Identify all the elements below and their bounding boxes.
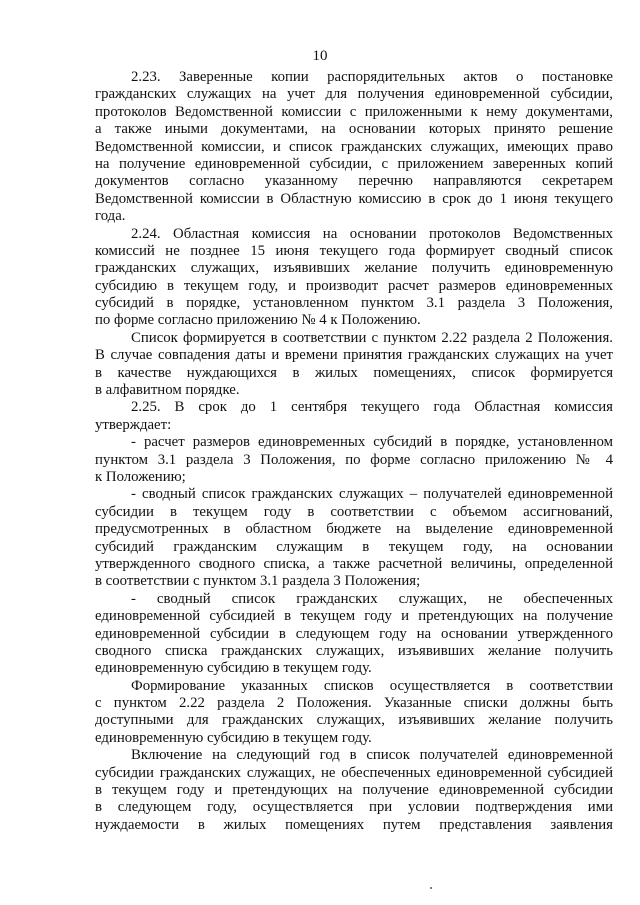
text-line: комиссий не позднее 15 июня текущего года формирует сводный список (95, 242, 613, 259)
text-line: документов согласно указанному перечню направляются секретарем (95, 173, 613, 190)
text-line: 2.23. Заверенные копии распорядительных актов о постановке (131, 69, 613, 85)
text-line: в текущем году и претендующих на получение единовременной субсидии (95, 782, 613, 799)
text-line: в качестве нуждающихся в жилых помещениях, список формируется (95, 364, 613, 381)
text-line: Ведомственной комиссии в Областную комиссию в срок до 1 июня текущего (95, 190, 613, 207)
text-line: утверждает: (95, 416, 172, 433)
text-line: В случае совпадения даты и времени принятия гражданских служащих на учет (95, 347, 613, 364)
text-line: в алфавитном порядке. (95, 382, 240, 399)
body-text (95, 69, 613, 834)
text-line: пунктом 3.1 раздела 3 Положения, по форме согласно приложению № 4 (95, 451, 613, 468)
text-line: доступными для гражданских служащих, изъявивших желание получить (95, 712, 613, 729)
scan-speck (430, 887, 432, 889)
text-line: а также иными документами, на основании которых принято решение (95, 121, 613, 138)
text-line: года. (95, 208, 126, 225)
text-line: единовременной субсидией в текущем году и претендующих на получение (95, 608, 613, 625)
text-line: с пунктом 2.22 раздела 2 Положения. Указанные списки должны быть (95, 695, 613, 712)
text-line: субсидий в порядке, установленном пунктом 3.1 раздела 3 Положения, (95, 295, 613, 312)
text-line: в следующем году, осуществляется при условии подтверждения ими (95, 799, 613, 816)
text-line: - сводный список гражданских служащих, не обеспеченных (131, 590, 613, 607)
text-line: утвержденного сводного списка, а также расчетной величины, определенной (95, 555, 613, 572)
text-line: - сводный список гражданских служащих – получателей единовременной (131, 486, 613, 503)
text-line: Формирование указанных списков осуществляется в соответствии (131, 677, 613, 694)
text-line: Список формируется в соответствии с пунктом 2.22 раздела 2 Положения. (131, 329, 613, 346)
text-line: протоколов Ведомственной комиссии с приложенными к нему документами, (95, 103, 613, 120)
text-line: в соответствии с пунктом 3.1 раздела 3 Положения; (95, 573, 421, 590)
text-line: - расчет размеров единовременных субсидий в порядке, установленном (131, 434, 613, 451)
text-line: гражданских служащих, изъявивших желание получить единовременную (95, 260, 613, 277)
text-line: на получение единовременной субсидии, с приложением заверенных копий (95, 155, 613, 172)
text-line: к Положению; (95, 468, 186, 485)
text-line: Включение на следующий год в список получателей единовременной (131, 747, 613, 764)
text-line: предусмотренных в областном бюджете на выделение единовременной (95, 521, 613, 538)
text-line: 2.24. Областная комиссия на основании протоколов Ведомственных (131, 225, 613, 242)
page-number: 10 (312, 48, 328, 64)
text-line: единовременной субсидии в следующем году на основании утвержденного (95, 625, 613, 642)
text-line: нуждаемости в жилых помещениях путем представления заявления (95, 816, 613, 833)
text-line: субсидии в текущем году в соответствии с объемом ассигнований, (95, 503, 613, 520)
text-line: по форме согласно приложению № 4 к Положению. (95, 312, 421, 329)
text-line: единовременную субсидию в текущем году. (95, 660, 372, 677)
text-line: единовременную субсидию в текущем году. (95, 729, 372, 746)
text-line: субсидию в текущем году, и производит расчет размеров единовременных (95, 277, 613, 294)
text-line: Ведомственной комиссии, и список гражданских служащих, имеющих право (95, 138, 613, 155)
text-line: субсидии гражданских служащих, не обеспеченных единовременной субсидией (95, 764, 613, 781)
text-line: 2.25. В срок до 1 сентября текущего года Областная комиссия (131, 399, 613, 416)
text-line: субсидий гражданским служащим в текущем году, на основании (95, 538, 613, 555)
text-line: сводного списка гражданских служащих, изъявивших желание получить (95, 642, 613, 659)
text-line: гражданских служащих на учет для получения единовременной субсидии, (95, 86, 613, 103)
